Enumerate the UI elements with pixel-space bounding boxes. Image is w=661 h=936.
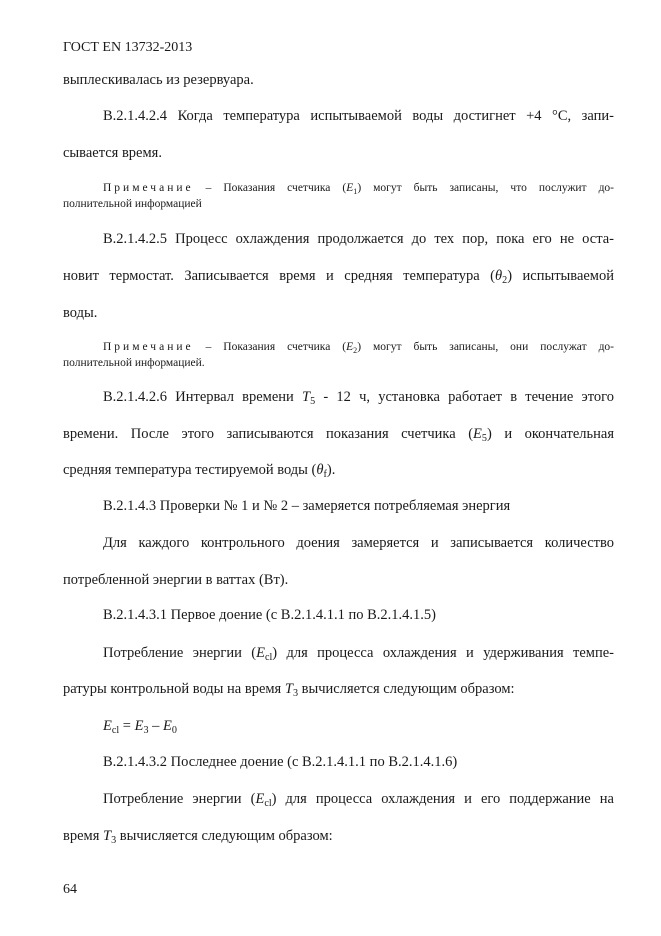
paragraph-line: время $T_3$ вычисляется следующим образом: [63,828,333,846]
section-heading: В.2.1.4.3 Проверки № 1 и № 2 – замеряется потребляемая энергия [103,498,511,514]
formula: $E_{cl} = E_3 - E_0$ [103,718,177,736]
note-label: Примечание [103,182,194,194]
paragraph-line: средняя температура тестируемой воды $(\theta_f)$. [63,462,336,480]
paragraph-line: потребленной энергии в ваттах (Вт). [63,572,289,588]
document-header: ГОСТ EN 13732-2013 [63,40,193,55]
section-heading: В.2.1.4.3.1 Первое доение (с В.2.1.4.1.1 по В.2.1.4.1.5) [103,607,436,623]
section-heading: В.2.1.4.3.2 Последнее доение (с В.2.1.4.1.1 по В.2.1.4.1.6) [103,754,458,770]
paragraph-line: В.2.1.4.2.5 Процесс охлаждения продолжается до тех пор, пока его не оста- [103,231,614,247]
note-label: Примечание [103,341,194,353]
note-line: Примечание – Показания счетчика $(E_2)$ могут быть записаны, они послужат до- [103,341,614,355]
paragraph-line: новит термостат. Записывается время и средняя температура $(\theta_2)$ испытываемой [63,268,614,286]
paragraph-line: сывается время. [63,145,162,161]
paragraph-line: Потребление энергии $(E_{cl})$ для процесса охлаждения и удерживания темпе- [103,645,614,663]
paragraph-line: времени. После этого записываются показания счетчика $(E_5)$ и окончательная [63,426,614,444]
note-line: полнительной информацией. [63,357,205,369]
paragraph-line: Потребление энергии $(E_{cl})$ для процесса охлаждения и его поддержание на [103,791,614,809]
note-line: полнительной информацией [63,198,202,210]
paragraph-line: Для каждого контрольного доения замеряется и записывается количество [103,535,614,551]
paragraph-line: В.2.1.4.2.4 Когда температура испытываемой воды достигнет +4 °С, запи- [103,108,614,124]
paragraph-line: выплескивалась из резервуара. [63,72,254,88]
paragraph-line: воды. [63,305,98,321]
note-line: Примечание – Показания счетчика $(E_1)$ могут быть записаны, что послужит до- [103,182,615,196]
paragraph-line: В.2.1.4.2.6 Интервал времени $T_5 - 12$ ч, установка работает в течение этого [103,389,614,407]
paragraph-line: ратуры контрольной воды на время $T_3$ вычисляется следующим образом: [63,681,515,699]
page-number: 64 [63,882,77,897]
